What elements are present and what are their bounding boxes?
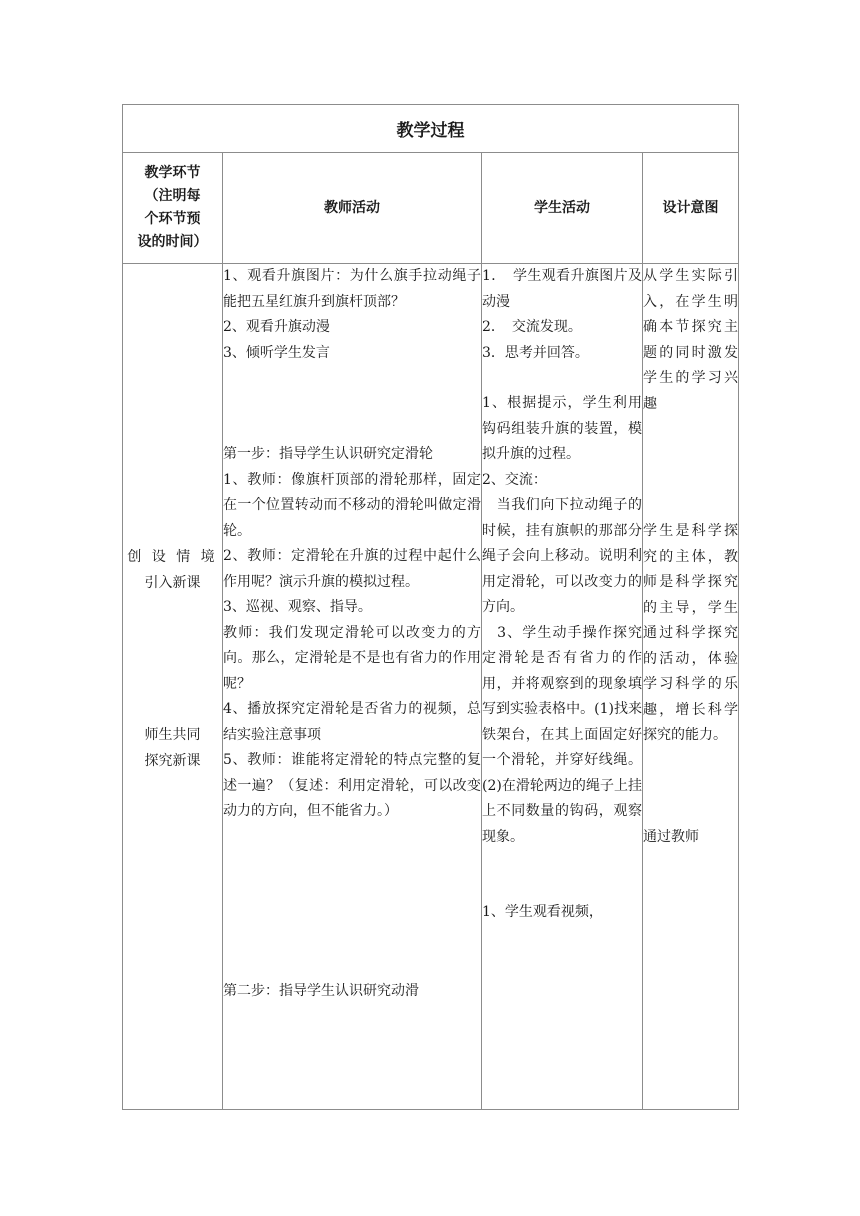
teacher-line: 第二步：指导学生认识研究动滑 [223, 982, 419, 999]
teacher-activity-column [223, 264, 482, 1110]
student-activity-column [482, 264, 643, 1110]
teacher-line: 3、巡视、观察、指导。 [223, 599, 372, 615]
teacher-line: 2、教师：定滑轮在升旗的过程中起什么作用呢？演示升旗的模拟过程。 [223, 548, 481, 590]
teacher-line: 5、教师：谁能将定滑轮的特点完整的复述一遍？（复述：利用定滑轮，可以改变动力的方向，但不能省力。） [223, 752, 481, 819]
student-line: 1． 学生观看升旗图片及动漫 [482, 268, 642, 310]
student-line: 2、交流： [482, 471, 547, 488]
design-text: 从学生实际引入，在学生明确本节探究主题的同时激发学生的学习兴趣 [643, 268, 738, 412]
teacher-line: 3、倾听学生发言 [223, 344, 330, 361]
teacher-line: 教师：我们发现定滑轮可以改变力的方向。那么，定滑轮是不是也有省力的作用呢？ [223, 624, 481, 692]
teacher-line: 1、教师：像旗杆顶部的滑轮那样，固定在一个位置转动而不移动的滑轮叫做定滑轮。 [223, 471, 481, 539]
stage-2: 师生共同 探究新课 [144, 727, 201, 769]
student-line: 2． 交流发现。 [482, 319, 582, 335]
header-teacher-activity: 教师活动 [223, 153, 482, 264]
design-intent-column [643, 264, 739, 1110]
student-line: 1、学生观看视频， [482, 904, 603, 920]
student-line: 3．思考并回答。 [482, 344, 589, 361]
header-design-intent: 设计意图 [643, 153, 739, 264]
table-title: 教学过程 [123, 105, 739, 153]
teacher-line: 第一步：指导学生认识研究定滑轮 [223, 446, 433, 462]
design-text: 通过教师 [643, 828, 699, 845]
teaching-process-table [122, 104, 739, 1110]
student-line: 3、学生动手操作探究定滑轮是否有省力的作用，并将观察到的现象填写到实验表格中。(1)找来铁架台，在其上面固定好一个滑轮，并穿好线绳。(2)在滑轮两边的绳子上挂上不同数量的钩码，观察现象。 [482, 624, 642, 845]
header-student-activity: 学生活动 [482, 153, 643, 264]
header-stage: 教学环节 （注明每 个环节预 设的时间） [123, 153, 223, 264]
teacher-line: 1、观看升旗图片：为什么旗手拉动绳子能把五星红旗升到旗杆顶部？ [223, 268, 481, 310]
student-line: 当我们向下拉动绳子的时候，挂有旗帜的那部分绳子会向上移动。说明利用定滑轮，可以改变力的方向。 [482, 497, 642, 615]
teacher-line: 2、观看升旗动漫 [223, 319, 330, 335]
stage-1: 创 设 情 境 引入新课 [127, 549, 218, 591]
stage-column [123, 264, 223, 1110]
design-text: 学生是科学探究的主体，教师是科学探究的主导，学生通过科学探究的活动，体验学习科学的乐趣，增长科学探究的能力。 [643, 523, 738, 743]
teacher-line: 4、播放探究定滑轮是否省力的视频，总结实验注意事项 [223, 701, 481, 743]
student-line: 1、根据提示，学生利用钩码组装升旗的装置，模拟升旗的过程。 [482, 395, 642, 462]
